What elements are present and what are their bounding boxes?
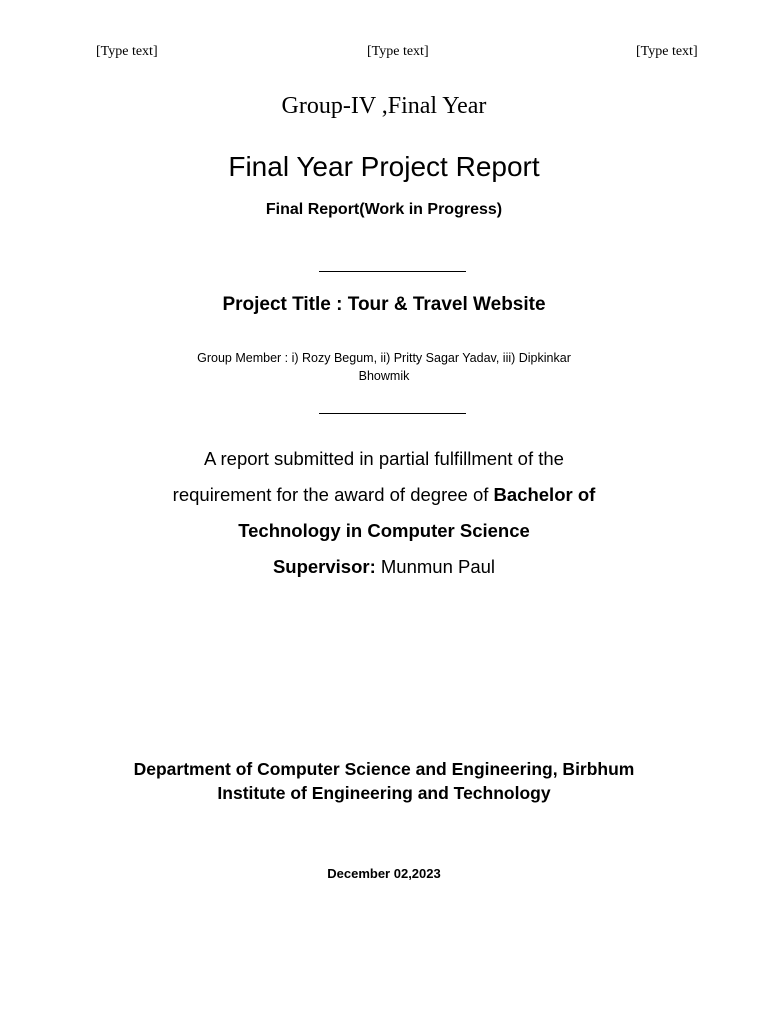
project-title: Project Title : Tour & Travel Website: [222, 294, 546, 315]
group-members-line-2: Bhowmik: [358, 369, 410, 383]
report-title: Final Year Project Report: [228, 151, 540, 182]
separator-line-top: [319, 271, 466, 272]
header-right-text: [Type text]: [636, 44, 698, 59]
degree-text-part-2: Technology in Computer Science: [238, 520, 530, 541]
header-left-text: [Type text]: [96, 44, 158, 59]
department-line-1: Department of Computer Science and Engineering, Birbhum: [133, 759, 635, 779]
department-line-2: Institute of Engineering and Technology: [217, 783, 551, 803]
report-subtitle: Final Report(Work in Progress): [265, 201, 503, 218]
supervisor-name: Munmun Paul: [375, 556, 496, 577]
supervisor-line: [0, 556, 768, 578]
submission-line-1: A report submitted in partial fulfillment of the: [204, 448, 564, 469]
degree-text-part-1: Bachelor of: [493, 484, 596, 505]
submission-line-2-text: requirement for the award of degree of: [172, 484, 494, 505]
submission-line-2: [0, 484, 768, 506]
supervisor-label: Supervisor:: [272, 556, 376, 577]
group-members-line-1: Group Member : i) Rozy Begum, ii) Pritty Sagar Yadav, iii) Dipkinkar: [197, 351, 571, 365]
group-line: Group-IV ,Final Year: [281, 93, 487, 119]
separator-line-bottom: [319, 413, 466, 414]
header-center-text: [Type text]: [367, 44, 429, 59]
report-date: December 02,2023: [327, 866, 441, 881]
